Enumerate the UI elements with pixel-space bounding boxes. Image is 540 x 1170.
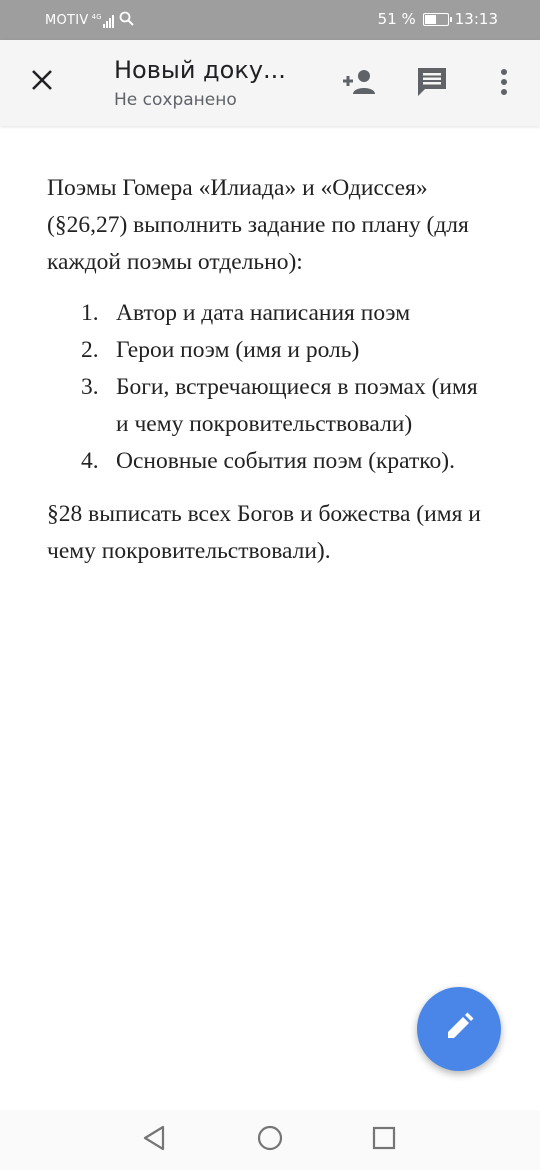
battery-icon [423,13,449,26]
recents-button[interactable] [368,1124,400,1156]
outro-paragraph: §28 выписать всех Богов и божества (имя и чему покровительствовали). [47,501,481,564]
status-bar [0,0,540,40]
edit-fab-button[interactable] [417,987,501,1071]
back-button[interactable] [138,1124,170,1156]
comment-icon [417,67,447,101]
search-icon [119,11,134,30]
list-item-text: Автор и дата написания поэм [116,300,411,326]
more-options-button[interactable] [482,62,526,106]
home-circle-icon [257,1125,283,1155]
status-right [378,10,498,28]
recents-square-icon [372,1126,396,1154]
list-item [47,332,487,369]
clock: 13:13 [454,10,498,28]
list-item [47,369,487,443]
battery-percent: 51 % [377,10,416,28]
list-number: 1. [81,300,99,326]
close-icon [31,69,53,95]
network-type-label: 4G [91,12,102,21]
app-toolbar [0,40,540,126]
task-list [47,295,487,480]
list-number: 3. [81,374,99,400]
list-item [47,295,487,332]
edit-pencil-icon [444,1012,474,1046]
list-item-text: Основные события поэм (кратко). [116,448,455,474]
more-vert-icon [500,68,508,100]
add-person-icon [341,68,377,100]
document-body[interactable] [47,170,487,584]
list-number: 4. [81,448,99,474]
home-button[interactable] [254,1124,286,1156]
intro-paragraph: Поэмы Гомера «Илиада» и «Одиссея» (§26,27) выполнить задание по плану (для каждой поэмы отдельно): [47,175,469,275]
list-item-text: Боги, встречающиеся в поэмах (имя и чему покровительствовали) [116,374,478,437]
close-button[interactable] [22,62,62,102]
list-item [47,443,487,480]
battery-fill [425,15,436,24]
back-triangle-icon [142,1125,166,1155]
document-title[interactable]: Новый доку... [114,56,286,84]
signal-icon [92,14,115,28]
carrier-label: MOTIV [45,13,89,28]
comments-button[interactable] [410,62,454,106]
system-nav-bar [0,1110,540,1170]
save-status: Не сохранено [114,90,237,110]
list-item-text: Герои поэм (имя и роль) [116,337,360,363]
list-number: 2. [81,337,99,363]
share-button[interactable] [337,62,381,106]
status-left [45,11,134,30]
